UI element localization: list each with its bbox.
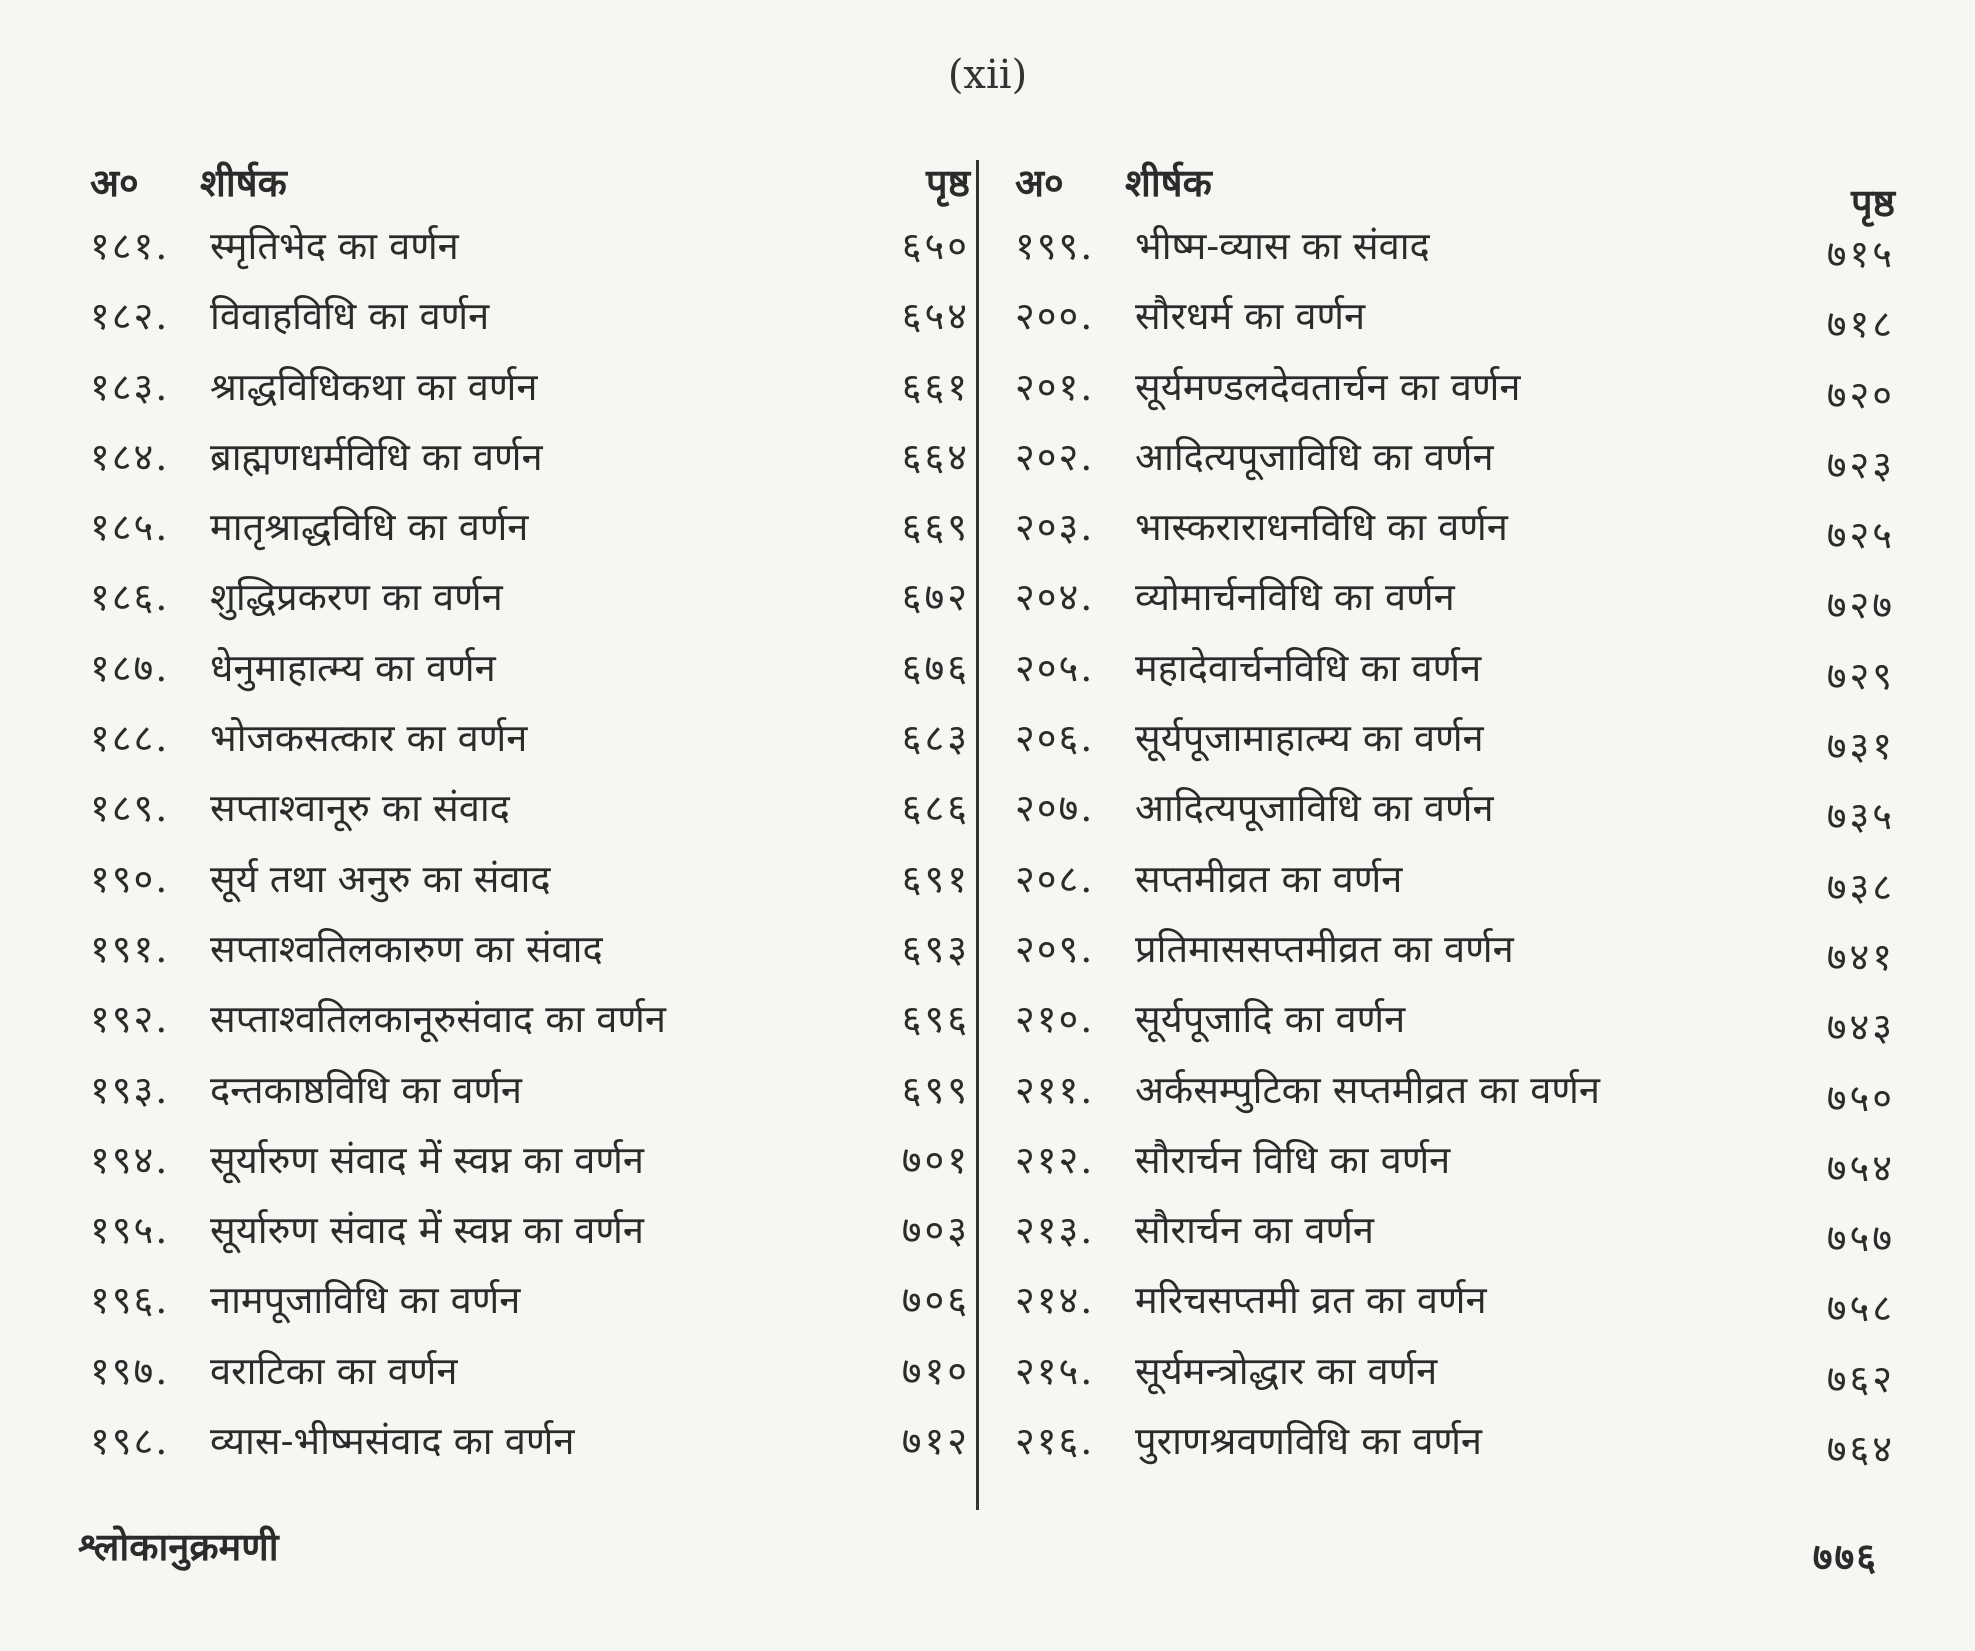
chapter-number: १९३.	[90, 1067, 170, 1112]
chapter-title: व्योमार्चनविधि का वर्णन	[1135, 575, 1455, 620]
toc-entry	[90, 216, 970, 286]
chapter-number: २०९.	[1015, 926, 1095, 971]
chapter-page: ६७२	[901, 575, 970, 620]
chapter-page: ७०१	[901, 1137, 970, 1182]
chapter-title: स्मृतिभेद का वर्णन	[210, 224, 459, 268]
title-heading: शीर्षक	[200, 160, 287, 205]
toc-entry	[1015, 427, 1895, 497]
chapter-number: १९८.	[90, 1419, 170, 1464]
toc-entry	[90, 1060, 970, 1130]
chapter-number: १८५.	[90, 505, 170, 550]
chapter-title: दन्तकाष्ठविधि का वर्णन	[210, 1067, 523, 1112]
chapter-number: २११.	[1015, 1067, 1095, 1112]
chapter-title: नामपूजाविधि का वर्णन	[210, 1278, 521, 1323]
chapter-number: १९१.	[90, 926, 170, 971]
index-page: ७७६	[1812, 1534, 1878, 1579]
chapter-title: भीष्म-व्यास का संवाद	[1135, 224, 1430, 268]
toc-entry	[1015, 638, 1895, 708]
chapter-title: सप्ताश्वतिलकारुण का संवाद	[210, 926, 603, 971]
toc-entry	[1015, 1130, 1895, 1200]
chapter-number: १९५.	[90, 1208, 170, 1253]
chapter-title: भोजकसत्कार का वर्णन	[210, 716, 528, 761]
chapter-title: धेनुमाहात्म्य का वर्णन	[210, 645, 496, 690]
chapter-title: सूर्यपूजामाहात्म्य का वर्णन	[1135, 716, 1484, 761]
chapter-page: ६६४	[901, 434, 970, 479]
toc-entry	[90, 497, 970, 567]
chapter-page: ७०६	[901, 1278, 970, 1323]
chapter-number: २१३.	[1015, 1208, 1095, 1253]
toc-entry	[90, 567, 970, 637]
chapter-number: २१०.	[1015, 997, 1095, 1042]
toc-entry	[1015, 1060, 1895, 1130]
toc-entry	[1015, 919, 1895, 989]
chapter-title: श्राद्धविधिकथा का वर्णन	[210, 364, 538, 409]
chapter-number: १८२.	[90, 294, 170, 339]
toc-entry	[90, 1130, 970, 1200]
column-divider	[976, 160, 979, 1510]
chapter-page: ७२९	[1826, 653, 1895, 698]
chapter-title: मरिचसप्तमी व्रत का वर्णन	[1135, 1278, 1487, 1323]
toc-entry	[1015, 849, 1895, 919]
chapter-number: १९४.	[90, 1137, 170, 1182]
chapter-number: २०१.	[1015, 364, 1095, 409]
chapter-page: ६७६	[901, 645, 970, 690]
chapter-page: ७५४	[1826, 1145, 1895, 1190]
toc-entry	[1015, 216, 1895, 286]
toc-entry	[1015, 778, 1895, 848]
toc-column-left	[90, 156, 970, 1481]
chapter-title: सूर्यारुण संवाद में स्वप्न का वर्णन	[210, 1208, 644, 1253]
chapter-page: ७०३	[901, 1208, 970, 1253]
chapter-number: १८८.	[90, 716, 170, 761]
page-heading: पृष्ठ	[926, 160, 970, 205]
entry-list	[90, 216, 970, 1481]
toc-entry	[1015, 497, 1895, 567]
chapter-title: सूर्यारुण संवाद में स्वप्न का वर्णन	[210, 1137, 644, 1182]
chapter-page: ६९१	[901, 856, 970, 901]
toc-entry	[1015, 1341, 1895, 1411]
chapter-number: १८६.	[90, 575, 170, 620]
toc-entry	[90, 427, 970, 497]
chapter-number: १९२.	[90, 997, 170, 1042]
chapter-title: सौरार्चन का वर्णन	[1135, 1208, 1375, 1253]
chapter-number: १९९.	[1015, 224, 1095, 268]
chapter-title: पुराणश्रवणविधि का वर्णन	[1135, 1419, 1483, 1464]
chapter-number: २०४.	[1015, 575, 1095, 620]
toc-entry	[90, 778, 970, 848]
chapter-number: २१५.	[1015, 1348, 1095, 1393]
chapter-number: १९०.	[90, 856, 170, 901]
chapter-page: ७२०	[1826, 372, 1895, 417]
column-header	[1015, 156, 1895, 225]
chapter-number: १८१.	[90, 224, 170, 268]
toc-entry	[90, 919, 970, 989]
chapter-page: ७४३	[1826, 1005, 1895, 1050]
chapter-title: विवाहविधि का वर्णन	[210, 294, 490, 339]
toc-entry	[90, 1200, 970, 1270]
chapter-page: ७३१	[1826, 724, 1895, 769]
toc-entry	[90, 357, 970, 427]
chapter-page: ७२५	[1826, 513, 1895, 558]
chapter-number: १८९.	[90, 786, 170, 831]
chapter-number: १८३.	[90, 364, 170, 409]
chapter-number: २००.	[1015, 294, 1095, 339]
toc-entry	[90, 1341, 970, 1411]
chapter-title: ब्राह्मणधर्मविधि का वर्णन	[210, 434, 543, 479]
chapter-title: सूर्यपूजादि का वर्णन	[1135, 997, 1406, 1042]
chapter-title: व्यास-भीष्मसंवाद का वर्णन	[210, 1419, 575, 1464]
toc-entry	[1015, 1270, 1895, 1340]
chapter-title: आदित्यपूजाविधि का वर्णन	[1135, 786, 1494, 831]
chapter-page: ६६१	[901, 364, 970, 409]
page-number: (xii)	[947, 52, 1028, 98]
chapter-page: ७१२	[901, 1419, 970, 1464]
chapter-title: सप्तमीव्रत का वर्णन	[1135, 856, 1403, 901]
chapter-page: ७५०	[1826, 1075, 1895, 1120]
chapter-page: ७६२	[1826, 1356, 1895, 1401]
chapter-page: ६८३	[901, 716, 970, 761]
chapter-number: २०६.	[1015, 716, 1095, 761]
chapter-page: ६५४	[901, 294, 970, 339]
chapter-page: ७३८	[1826, 864, 1895, 909]
toc-entry	[90, 286, 970, 356]
chapter-number: १९६.	[90, 1278, 170, 1323]
chapter-page: ७२७	[1826, 583, 1895, 628]
page-heading: पृष्ठ	[1851, 180, 1895, 225]
chapter-title: सूर्यमण्डलदेवतार्चन का वर्णन	[1135, 364, 1521, 409]
chapter-title: सौरधर्म का वर्णन	[1135, 294, 1366, 339]
toc-entry	[1015, 1200, 1895, 1270]
title-heading: शीर्षक	[1125, 160, 1212, 205]
index-title: श्लोकानुक्रमणी	[78, 1524, 279, 1569]
chapter-number: २०७.	[1015, 786, 1095, 831]
toc-entry	[90, 989, 970, 1059]
chapter-number: २०२.	[1015, 434, 1095, 479]
number-heading: अ०	[90, 160, 139, 205]
number-heading: अ०	[1015, 160, 1064, 205]
chapter-number: १९७.	[90, 1348, 170, 1393]
chapter-number: २०५.	[1015, 645, 1095, 690]
chapter-page: ७६४	[1826, 1427, 1895, 1472]
chapter-page: ७२३	[1826, 442, 1895, 487]
toc-entry	[1015, 708, 1895, 778]
toc-entry	[90, 1270, 970, 1340]
chapter-title: शुद्धिप्रकरण का वर्णन	[210, 575, 503, 620]
chapter-page: ७१०	[901, 1348, 970, 1393]
chapter-number: २१६.	[1015, 1419, 1095, 1464]
chapter-number: १८७.	[90, 645, 170, 690]
chapter-page: ६८६	[901, 786, 970, 831]
toc-entry	[90, 1411, 970, 1481]
column-header	[90, 156, 970, 216]
chapter-page: ७१८	[1826, 302, 1895, 347]
toc-entry	[1015, 357, 1895, 427]
chapter-page: ६६९	[901, 505, 970, 550]
chapter-title: अर्कसम्पुटिका सप्तमीव्रत का वर्णन	[1135, 1067, 1600, 1112]
chapter-title: सौरार्चन विधि का वर्णन	[1135, 1137, 1451, 1182]
chapter-page: ७५७	[1826, 1216, 1895, 1261]
toc-entry	[1015, 286, 1895, 356]
toc-entry	[1015, 1411, 1895, 1481]
chapter-title: वराटिका का वर्णन	[210, 1348, 458, 1393]
entry-list	[1015, 216, 1895, 1481]
chapter-page: ७१५	[1826, 232, 1895, 276]
toc-entry	[1015, 567, 1895, 637]
chapter-page: ६५०	[901, 224, 970, 268]
chapter-page: ६९३	[901, 926, 970, 971]
chapter-title: सूर्य तथा अनुरु का संवाद	[210, 856, 551, 901]
toc-entry	[90, 708, 970, 778]
chapter-number: २०३.	[1015, 505, 1095, 550]
chapter-page: ७५८	[1826, 1286, 1895, 1331]
chapter-title: सप्ताश्वतिलकानूरुसंवाद का वर्णन	[210, 997, 666, 1042]
index-footer	[78, 1520, 1878, 1580]
chapter-number: २१२.	[1015, 1137, 1095, 1182]
toc-entry	[90, 638, 970, 708]
toc-column-right	[1015, 156, 1895, 1481]
chapter-title: सूर्यमन्त्रोद्धार का वर्णन	[1135, 1348, 1438, 1393]
chapter-title: मातृश्राद्धविधि का वर्णन	[210, 505, 529, 550]
chapter-title: भास्कराराधनविधि का वर्णन	[1135, 505, 1508, 550]
chapter-title: आदित्यपूजाविधि का वर्णन	[1135, 434, 1494, 479]
chapter-title: प्रतिमाससप्तमीव्रत का वर्णन	[1135, 926, 1514, 971]
toc-entry	[90, 849, 970, 919]
chapter-number: २१४.	[1015, 1278, 1095, 1323]
chapter-page: ६९६	[901, 997, 970, 1042]
chapter-page: ७४१	[1826, 934, 1895, 979]
chapter-number: २०८.	[1015, 856, 1095, 901]
chapter-page: ६९९	[901, 1067, 970, 1112]
toc-entry	[1015, 989, 1895, 1059]
chapter-title: महादेवार्चनविधि का वर्णन	[1135, 645, 1482, 690]
chapter-number: १८४.	[90, 434, 170, 479]
chapter-title: सप्ताश्वानूरु का संवाद	[210, 786, 510, 831]
chapter-page: ७३५	[1826, 794, 1895, 839]
